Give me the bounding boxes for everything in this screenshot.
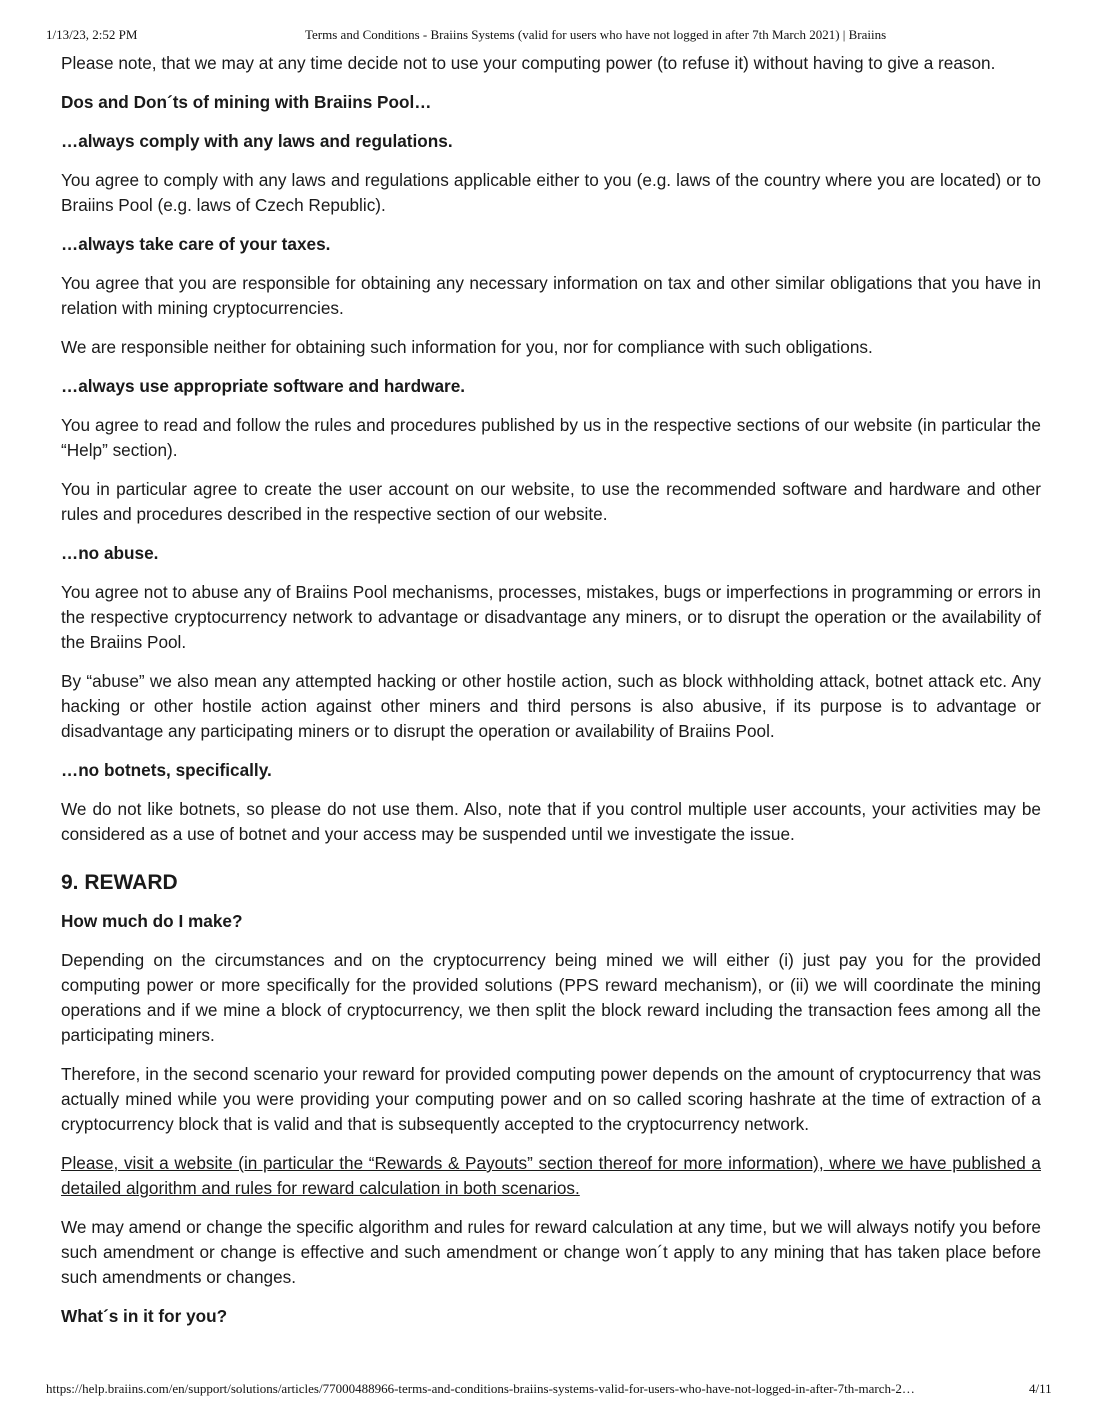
- reward-paragraph-2: Therefore, in the second scenario your reward for provided computing power depends on the amount of cryptocurrency that was actually mined while you were providing your computing power and on so called scoring hashrate at the time of extraction of a cryptocurrency block that is valid and that is subsequently accepted to the cryptocurrency network.: [61, 1064, 1041, 1134]
- print-footer: [0, 1381, 1100, 1399]
- botnets-paragraph: We do not like botnets, so please do not use them. Also, note that if you control multiple user accounts, your activities may be considered as a use of botnet and your access may be suspended until we investigate the issue.: [61, 799, 1041, 844]
- laws-heading: …always comply with any laws and regulations.: [61, 131, 453, 151]
- reward-paragraph-1: Depending on the circumstances and on the cryptocurrency being mined we will either (i) just pay you for the provided computing power or more specifically for the provided solutions (PPS reward mechanism), or (ii) we will coordinate the mining operations and if we mine a block of cryptocurrency, we then split the block reward including the transaction fees among all the participating miners.: [61, 950, 1041, 1045]
- abuse-heading: …no abuse.: [61, 543, 159, 563]
- laws-paragraph: You agree to comply with any laws and regulations applicable either to you (e.g. laws of the country where you are located) or to Braiins Pool (e.g. laws of Czech Republic).: [61, 170, 1041, 215]
- print-page-title: Terms and Conditions - Braiins Systems (valid for users who have not logged in after 7th March 2021) | Braiins: [305, 27, 887, 42]
- reward-section-heading: 9. REWARD: [61, 871, 178, 894]
- intro-paragraph: Please note, that we may at any time decide not to use your computing power (to refuse it) without having to give a reason.: [61, 53, 996, 73]
- software-heading: …always use appropriate software and hardware.: [61, 376, 466, 396]
- reward-paragraph-3: We may amend or change the specific algorithm and rules for reward calculation at any time, but we will always notify you before such amendment or change is effective and such amendment or change won´t apply to any mining that has taken place before such amendments or changes.: [61, 1217, 1041, 1287]
- print-timestamp: 1/13/23, 2:52 PM: [46, 27, 138, 42]
- how-much-heading: How much do I make?: [61, 911, 243, 931]
- abuse-paragraph-2: By “abuse” we also mean any attempted hacking or other hostile action, such as block withholding attack, botnet attack etc. Any hacking or other hostile action against other miners and third persons is also abusive, if its purpose is to advantage or disadvantage any participating miners or to disrupt the operation or availability of Braiins Pool.: [61, 671, 1041, 741]
- whats-in-it-heading: What´s in it for you?: [61, 1306, 228, 1326]
- article-body: [61, 51, 1041, 1343]
- dos-donts-heading: Dos and Don´ts of mining with Braiins Pool…: [61, 92, 432, 112]
- taxes-heading: …always take care of your taxes.: [61, 234, 331, 254]
- software-paragraph-2: You in particular agree to create the user account on our website, to use the recommended software and hardware and other rules and procedures described in the respective section of our website.: [61, 479, 1041, 524]
- software-paragraph-1: You agree to read and follow the rules and procedures published by us in the respective sections of our website (in particular the “Help” section).: [61, 415, 1041, 460]
- rewards-payouts-link[interactable]: Please, visit a website (in particular the “Rewards & Payouts” section thereof for more information), where we have published a detailed algorithm and rules for reward calculation in both scenarios.: [61, 1153, 1041, 1198]
- botnets-heading: …no botnets, specifically.: [61, 760, 272, 780]
- print-url: https://help.braiins.com/en/support/solutions/articles/77000488966-terms-and-conditions-braiins-systems-valid-for-users-who-have-not-logged-in-after-7th-march-2…: [46, 1381, 915, 1396]
- abuse-paragraph-1: You agree not to abuse any of Braiins Pool mechanisms, processes, mistakes, bugs or imperfections in programming or errors in the respective cryptocurrency network to advantage or disadvantage any miners, or to disrupt the operation or the availability of the Braiins Pool.: [61, 582, 1041, 652]
- print-header: [0, 27, 1100, 45]
- taxes-paragraph-2: We are responsible neither for obtaining such information for you, nor for compliance with such obligations.: [61, 337, 873, 357]
- page-number: 4/11: [1029, 1381, 1052, 1396]
- taxes-paragraph-1: You agree that you are responsible for obtaining any necessary information on tax and other similar obligations that you have in relation with mining cryptocurrencies.: [61, 273, 1041, 318]
